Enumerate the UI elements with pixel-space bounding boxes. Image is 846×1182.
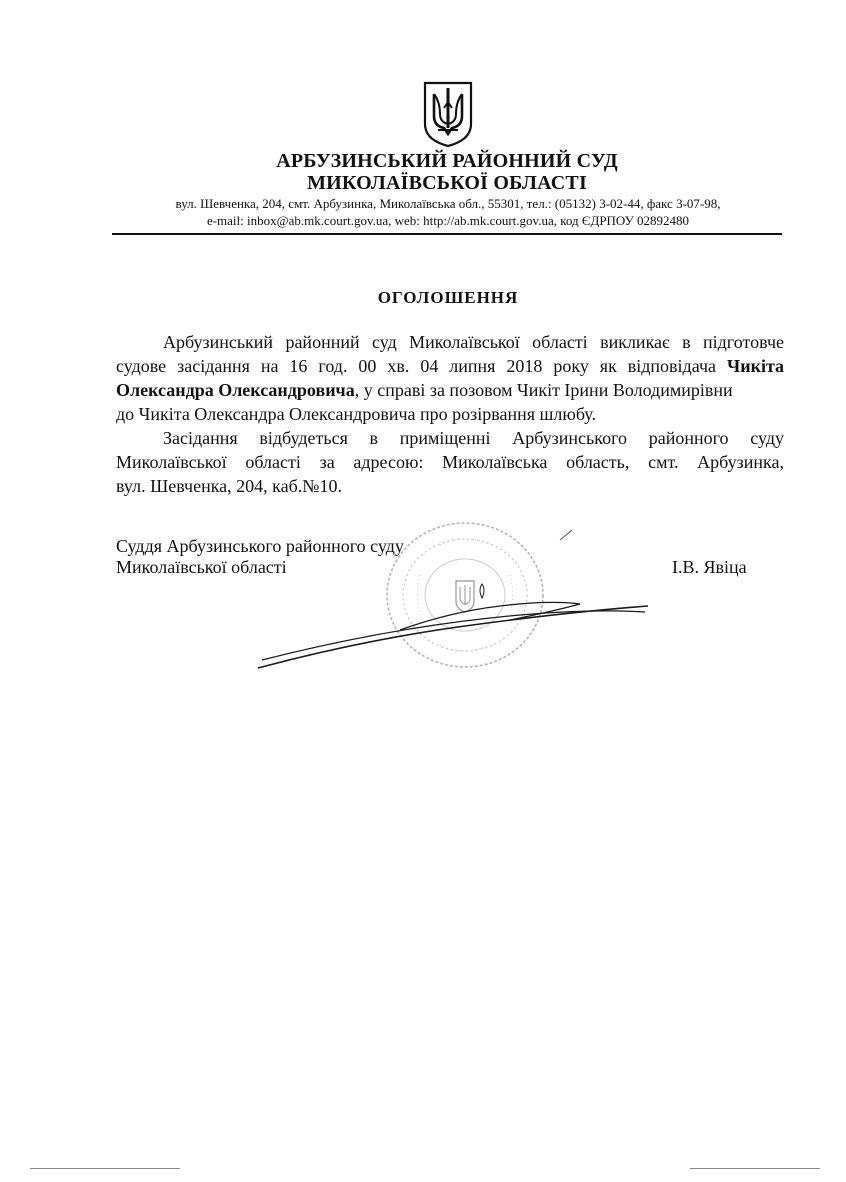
notice-title: ОГОЛОШЕННЯ (377, 288, 519, 307)
paragraph1-line4: до Чикіта Олександра Олександровича про розірвання шлюбу. (116, 404, 596, 424)
trident-coat-of-arms-icon (422, 80, 474, 148)
header-divider (112, 233, 782, 235)
court-contacts: e-mail: inbox@ab.mk.court.gov.ua, web: http://ab.mk.court.gov.ua, код ЄДРПОУ 02892480 (206, 213, 690, 228)
judge-position-line2: Миколаївської області (116, 557, 287, 577)
court-name-line1: АРБУЗИНСЬКИЙ РАЙОННИЙ СУД (276, 150, 618, 172)
paragraph2-line2: Миколаївської області за адресою: Миколаївська область, смт. Арбузинка, (116, 452, 784, 472)
paragraph2-line1: Засідання відбудеться в приміщенні Арбузинського районного суду (163, 428, 784, 448)
defendant-surname: Чикіта (727, 356, 785, 376)
scan-edge-left (30, 1168, 180, 1169)
scan-edge-right (690, 1168, 820, 1169)
paragraph2-line3: вул. Шевченка, 204, каб.№10. (116, 476, 342, 496)
case-plaintiff-text: , у справі за позовом Чикіт Ірини Володимирівни (354, 380, 733, 400)
paragraph1-line1: Арбузинський районний суд Миколаївської області викликає в підготовче (163, 332, 784, 352)
court-name-line2: МИКОЛАЇВСЬКОЇ ОБЛАСТІ (307, 172, 587, 194)
defendant-name: Олександра Олександровича (116, 380, 355, 400)
paragraph1-line2 (116, 354, 784, 378)
court-address: вул. Шевченка, 204, смт. Арбузинка, Миколаївська обл., 55301, тел.: (05132) 3-02-44, факс 3-07-98, (175, 196, 721, 211)
judge-name: І.В. Явіца (672, 557, 747, 577)
hearing-datetime-text: судове засідання на 16 год. 00 хв. 04 липня 2018 року як відповідача (116, 356, 717, 376)
paragraph1-line3 (116, 378, 784, 402)
judge-position-line1: Суддя Арбузинського районного суду (116, 536, 404, 556)
